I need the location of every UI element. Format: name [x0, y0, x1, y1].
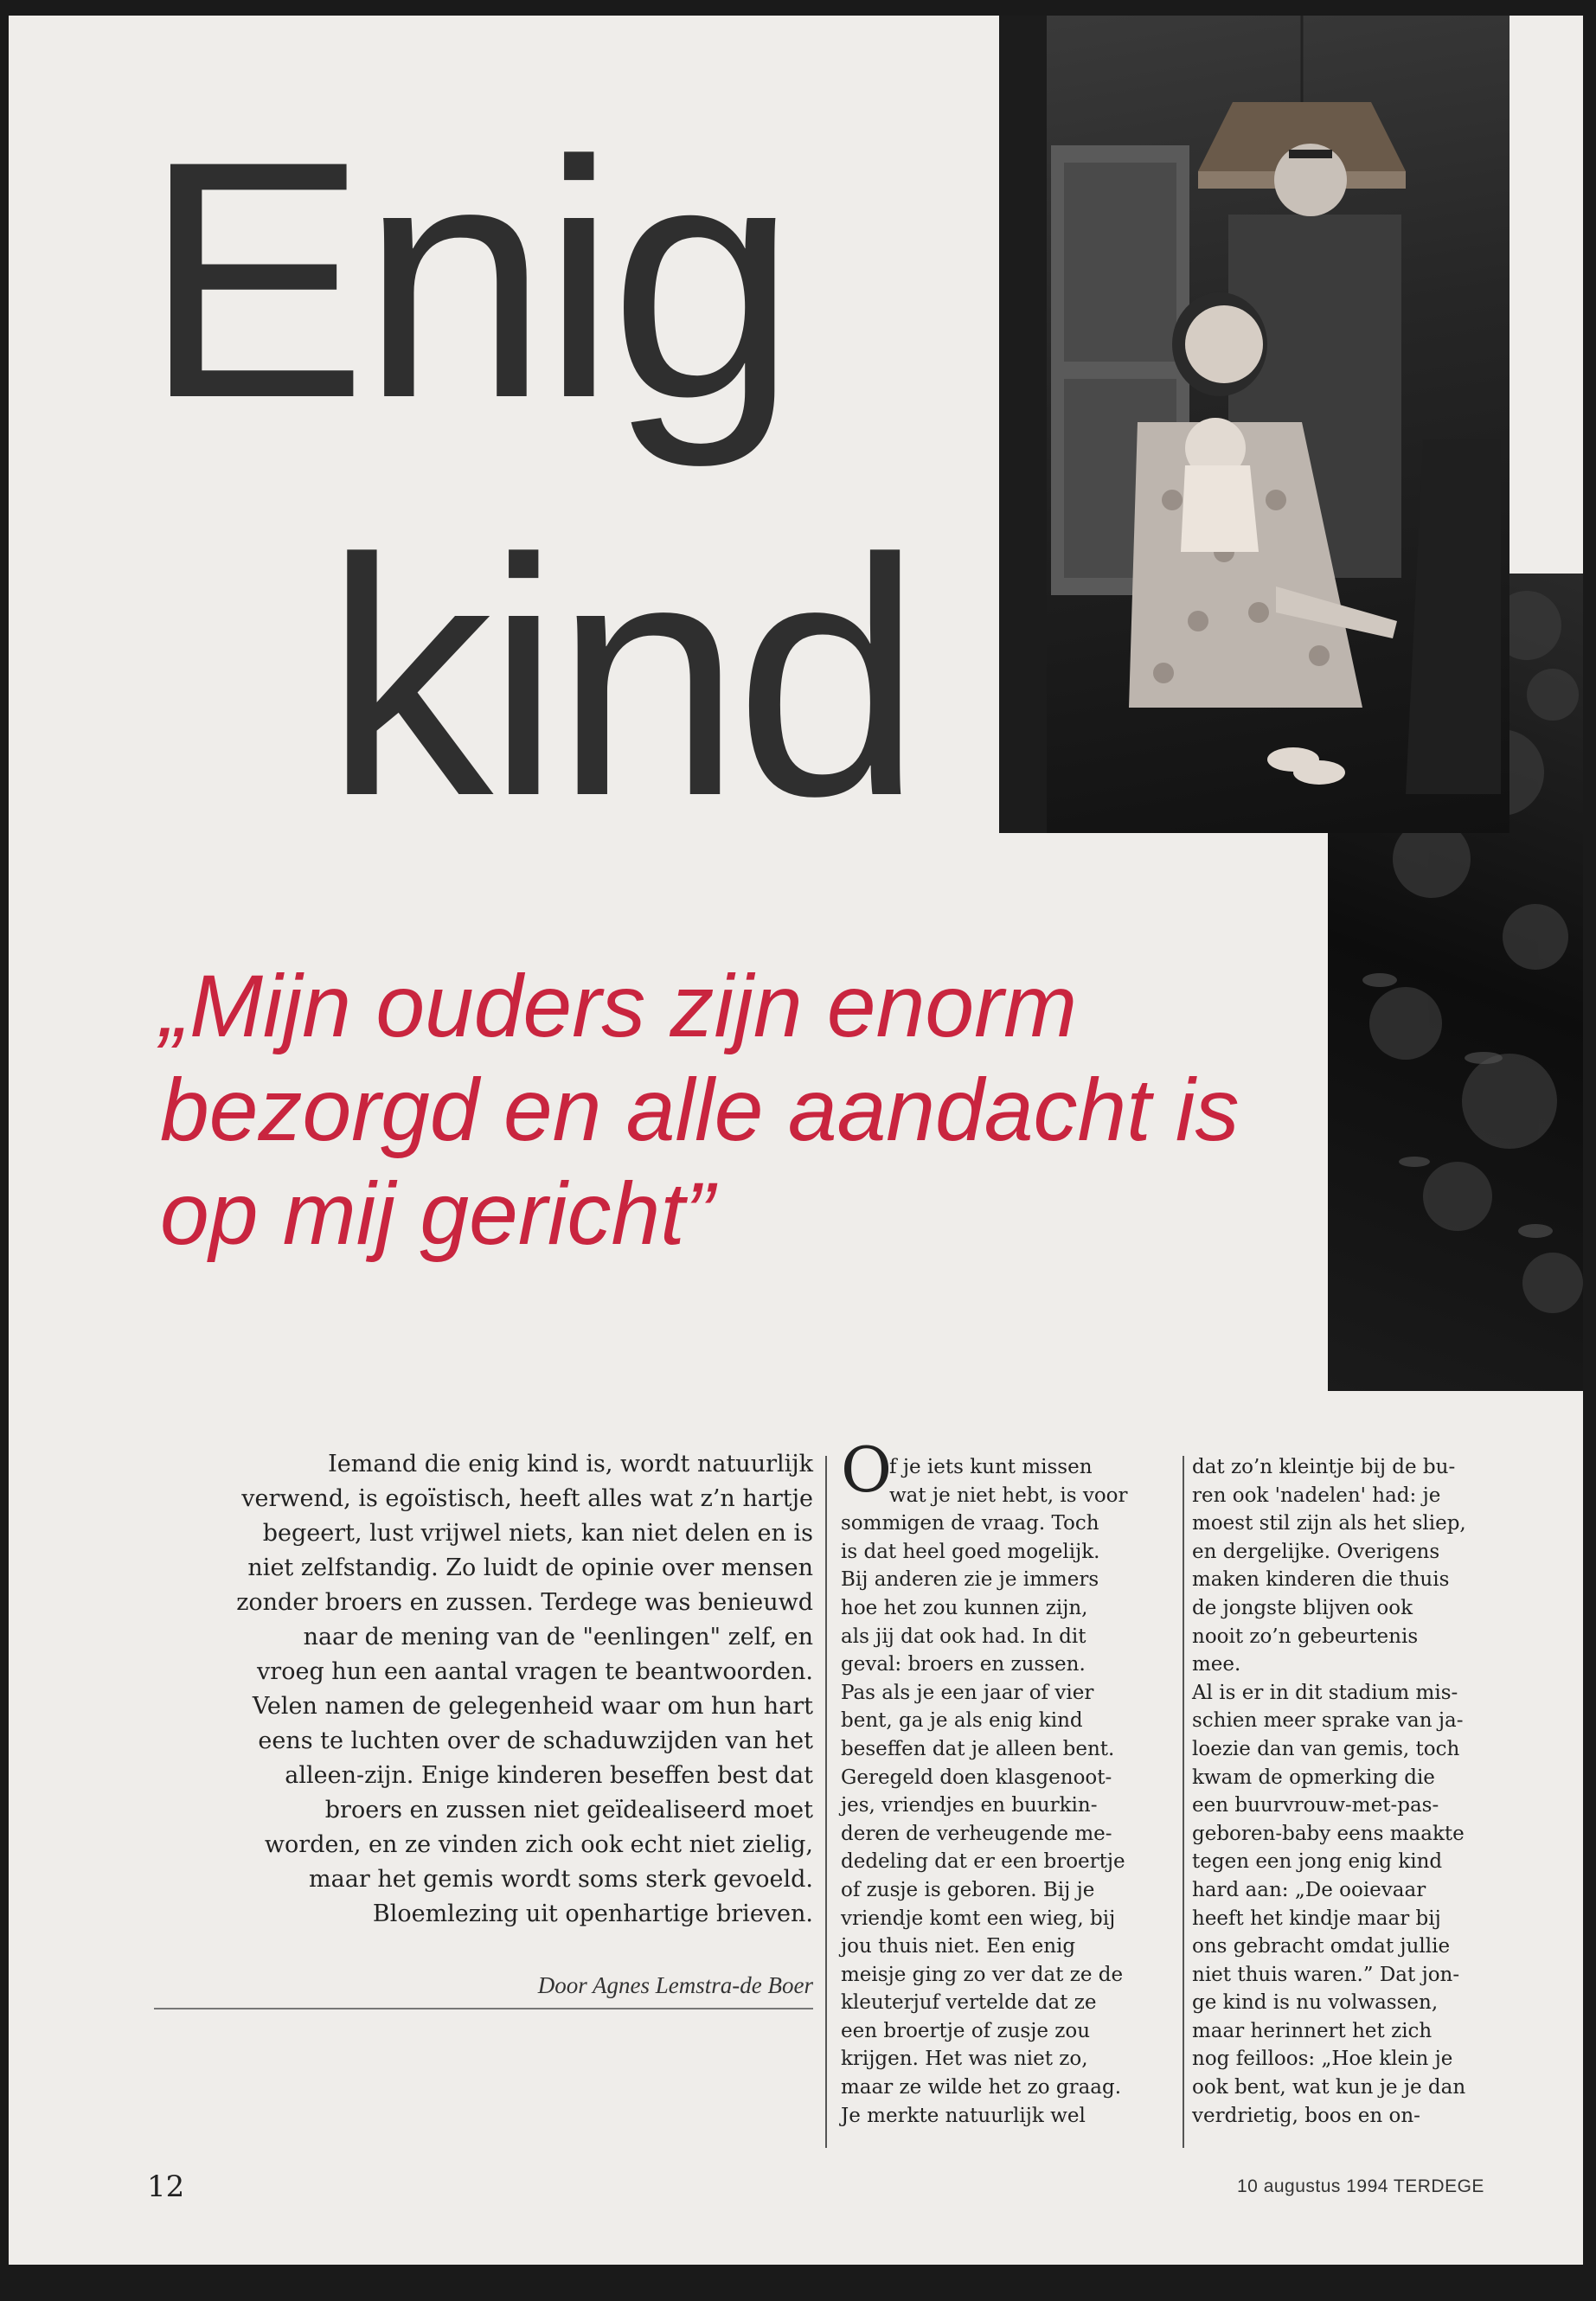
intro-line: worden, en ze vinden zich ook echt niet zielig, [264, 1831, 813, 1858]
intro-text [169, 1447, 813, 1932]
drop-cap: O [841, 1433, 893, 1506]
text-line: ook bent, wat kun je je dan [1192, 2076, 1466, 2099]
page-number: 12 [147, 2170, 185, 2204]
text-line: en dergelijke. Overigens [1192, 1540, 1440, 1563]
article-column-1 [841, 1453, 1152, 2130]
text-line: kwam de opmerking die [1192, 1766, 1435, 1789]
text-line: jes, vriendjes en buurkin- [841, 1794, 1098, 1817]
intro-line: vroeg hun een aantal vragen te beantwoorden. [257, 1658, 813, 1685]
text-line: is dat heel goed mogelijk. [841, 1540, 1100, 1563]
intro-line: eens te luchten over de schaduwzijden van het [258, 1727, 813, 1754]
intro-line: Velen namen de gelegenheid waar om hun hart [252, 1693, 813, 1720]
intro-line: begeert, lust vrijwel niets, kan niet delen en is [262, 1520, 813, 1547]
text-line: maar ze wilde het zo graag. [841, 2076, 1122, 2099]
intro-line: broers en zussen niet geïdealiseerd moet [324, 1797, 813, 1823]
title-word-kind: kind [324, 489, 916, 866]
intro-line: alleen-zijn. Enige kinderen beseffen best dat [285, 1762, 813, 1789]
text-line: tegen een jong enig kind [1192, 1850, 1443, 1874]
text-line: geboren-baby eens maakte [1192, 1822, 1465, 1845]
family-photo [999, 16, 1509, 833]
text-line: hoe het zou kunnen zijn, [841, 1596, 1088, 1619]
text-line: mee. [1192, 1653, 1241, 1676]
text-line: loezie dan van gemis, toch [1192, 1737, 1460, 1760]
text-line: een buurvrouw-met-pas- [1192, 1794, 1439, 1817]
text-line: krijgen. Het was niet zo, [841, 2048, 1088, 2071]
text-line: ons gebracht omdat jullie [1192, 1935, 1451, 1958]
text-line: nog feilloos: „Hoe klein je [1192, 2048, 1453, 2071]
text-line: meisje ging zo ver dat ze de [841, 1963, 1124, 1986]
magazine-page [9, 16, 1583, 2265]
article-column-2 [1192, 1453, 1503, 2130]
text-line: Bij anderen zie je immers [841, 1568, 1099, 1592]
text-line: ge kind is nu volwassen, [1192, 1991, 1439, 2015]
text-line: de jongste blijven ook [1192, 1596, 1413, 1619]
intro-line: zonder broers en zussen. Terdege was benieuwd [236, 1589, 813, 1616]
text-line: of zusje is geboren. Bij je [841, 1878, 1095, 1901]
intro-line: maar het gemis wordt soms sterk gevoeld. [309, 1866, 813, 1893]
text-line: Geregeld doen klasgenoot- [841, 1766, 1112, 1789]
text-line: vriendje komt een wieg, bij [841, 1907, 1116, 1930]
text-line: een broertje of zusje zou [841, 2019, 1091, 2042]
text-line: als jij dat ook had. In dit [841, 1625, 1086, 1648]
column-divider [1183, 1456, 1184, 2148]
text-line: nooit zo’n gebeurtenis [1192, 1625, 1419, 1648]
byline: Door Agnes Lemstra-de Boer [537, 1972, 813, 1998]
text-line: schien meer sprake van ja- [1192, 1709, 1464, 1733]
text-line: dedeling dat er een broertje [841, 1850, 1125, 1874]
text-line: f je iets kunt missen [889, 1456, 1093, 1478]
text-line: ren ook 'nadelen' had: je [1192, 1484, 1441, 1507]
text-line: deren de verheugende me- [841, 1822, 1112, 1845]
intro-line: naar de mening van de "eenlingen" zelf, en [303, 1624, 813, 1650]
text-line: kleuterjuf vertelde dat ze [841, 1991, 1097, 2015]
issue-date: 10 augustus 1994 TERDEGE [1237, 2176, 1484, 2196]
text-line: Pas als je een jaar of vier [841, 1681, 1094, 1704]
intro-line: Bloemlezing uit openhartige brieven. [372, 1900, 813, 1927]
text-line: wat je niet hebt, is voor [889, 1484, 1128, 1507]
text-line: bent, ga je als enig kind [841, 1709, 1083, 1733]
intro-line: verwend, is egoïstisch, heeft alles wat z’n hartje [241, 1485, 813, 1512]
text-line: verdrietig, boos en on- [1192, 2104, 1420, 2127]
text-line: Je merkte natuurlijk wel [841, 2104, 1086, 2127]
text-line: niet thuis waren.” Dat jon- [1192, 1963, 1460, 1986]
text-line: Al is er in dit stadium mis- [1192, 1681, 1458, 1704]
intro-line: niet zelfstandig. Zo luidt de opinie over mensen [247, 1554, 813, 1581]
text-line: heeft het kindje maar bij [1192, 1907, 1441, 1930]
text-line: sommigen de vraag. Toch [841, 1512, 1099, 1535]
text-line: beseffen dat je alleen bent. [841, 1737, 1115, 1760]
text-line: jou thuis niet. Een enig [841, 1935, 1076, 1958]
text-line: hard aan: „De ooievaar [1192, 1878, 1426, 1901]
text-line: maar herinnert het zich [1192, 2019, 1433, 2042]
text-line: geval: broers en zussen. [841, 1653, 1086, 1676]
text-line: maken kinderen die thuis [1192, 1568, 1450, 1592]
title-word-enig: Enig [143, 91, 791, 468]
lead-quote: „Mijn ouders zijn enorm bezorgd en alle aandacht is op mij gericht” [160, 957, 1240, 1263]
intro-line: Iemand die enig kind is, wordt natuurlijk [328, 1451, 813, 1477]
divider-rule [154, 2008, 813, 2009]
column-divider [825, 1456, 827, 2148]
text-line: dat zo’n kleintje bij de bu- [1192, 1456, 1456, 1478]
text-line: moest stil zijn als het sliep, [1192, 1512, 1466, 1535]
